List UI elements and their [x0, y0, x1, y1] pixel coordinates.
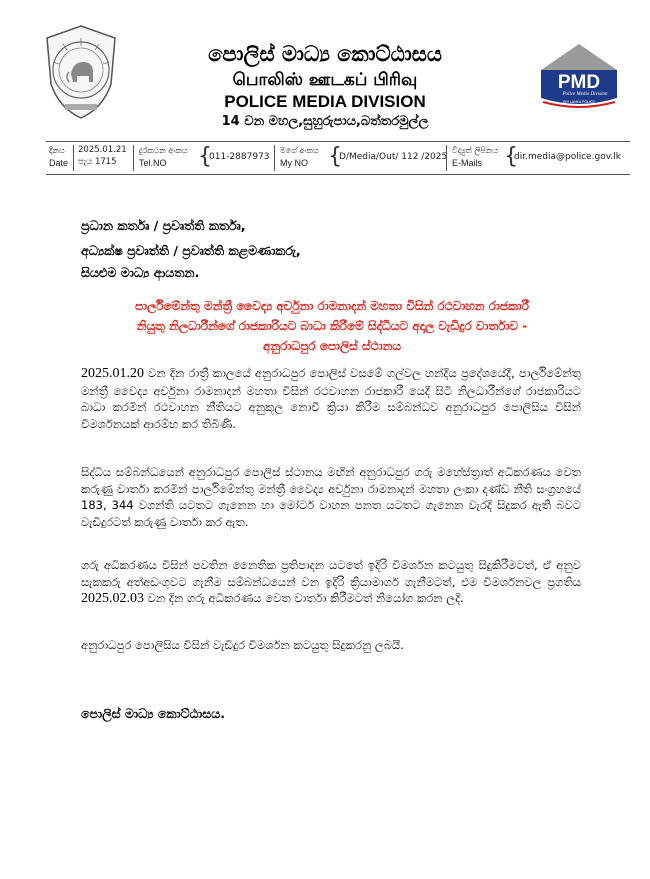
header-address: 14 වන මහල,සුහුරුපාය,බත්තරමුල්ල	[221, 114, 429, 129]
date-value: 2025.01.21 පැය 1715	[78, 145, 127, 167]
police-crest-logo	[41, 22, 121, 122]
addressee-line-3: සියළුම මාධ්‍ය ආයතන.	[81, 265, 200, 280]
header-title-sinhala: පොලිස් මාධ්‍ය කොට්ඨාසය	[208, 42, 442, 66]
addressee-line-1: ප්‍රධාන කර්තෘ / ප්‍රවෘත්ති කර්තෘ,	[81, 218, 246, 233]
pmd-logo-text: PMD	[557, 72, 601, 93]
my-no-value: D/Media/Out/ 112 /2025	[339, 152, 448, 162]
info-bar: දිනය Date 2025.01.21 පැය 1715 දුරකථන අංකය Tel.NO { 011-2887973 මගේ අංකය My NO { D/Media/Out/ 112 /2025 විද්‍යුත් ලිපිනය E-Mails { dir.media@police.gov.lk	[46, 141, 630, 175]
paragraph-1-text: වන දින රාත්‍රී කාලයේ අනුරාධපුර පොලිස් වසමේ ගල්වල හන්දිය ප්‍රදේශයේදී, පාර්ලිමේන්තු මන්ත්‍රී වෛද්‍ය අර්චුනා රාමනාදන් මහතා විසින් රථවාහන රාජකාරී යෙදී සිටි නිලධාරීන්ගේ රාජකාරියට බාධා කරමින් රථවාහන නීතියට අනුකූල නොවී ක්‍රියා කිරීම සම්බන්ධව අනුරාධපුර පොලිසිය විසින් විමර්ශනයක් ආරම්භ කර තිබිණි.	[81, 366, 581, 432]
header-title-english: POLICE MEDIA DIVISION	[224, 92, 426, 111]
paragraph-2: සිද්ධිය සම්බන්ධයෙන් අනුරාධපුර පොලිස් ස්ථානය මඟින් අනුරාධපුර ගරු මහේස්ත්‍රාත් අධිකරණය වෙත කරුණු වාර්තා කරමින් පාර්ලිමේන්තු මන්ත්‍රී වෛද්‍ය අර්චුනා රාමනාදන් මහතා ලංකා දණ්ඩ නීති සංග්‍රහයේ 183, 344 වගන්ති යටතට ගැනෙන හා මෝටර් වාහන පනත යටතට ගැනෙන වැරදි සිදුකර ඇති බවට වැඩිදුරටත් කරුණු වාර්තා කර ඇත.	[81, 465, 581, 530]
paragraph-3: ගරු අධිකරණය විසින් පවතින නෛතික ප්‍රතිපාදන යටතේ ඉදිරි විමර්ශන කටයුතු සිදුකිරීමටත්, ඒ අනුව සැකකරු අත්අඩංගුවට ගැනීම සම්බන්ධයෙන් වන ඉදිරි ක්‍රියාමාර්ග ගැනීමටත්, එම විමර්ශනවල ප්‍රගතිය 2025.02.03 වන දින ගරු අධිකරණය වෙත වාර්තා කිරීමටත් නියෝග කරන ලදි.	[81, 558, 581, 607]
court-date: 2025.02.03	[81, 591, 144, 607]
email-value: dir.media@police.gov.lk	[514, 152, 621, 162]
tel-value: 011-2887973	[209, 152, 270, 162]
pmd-logo-subtext: Police Media Division	[562, 92, 608, 97]
addressee-line-2: අධ්‍යක්ෂ ප්‍රවෘත්ති / ප්‍රවෘත්ති කළමණාකරු,	[81, 243, 301, 258]
signature: පොලිස් මාධ්‍ය කොට්ඨාසය.	[81, 706, 225, 721]
pmd-logo	[537, 40, 621, 108]
pmd-logo-bottom: SRI LANKA POLICE	[563, 100, 595, 104]
email-label: විද්‍යුත් ලිපිනය E-Mails	[452, 146, 499, 168]
subject-heading	[82, 296, 582, 356]
header-title-tamil: பொலிஸ் ஊடகப் பிரிவு	[232, 70, 418, 90]
incident-date: 2025.01.20	[81, 366, 144, 381]
date-label: දිනය Date	[49, 146, 69, 168]
subject-line-3: අනුරාධපුර පොලිස් ස්ථානය	[262, 339, 402, 353]
tel-label: දුරකථන අංකය Tel.NO	[139, 146, 188, 168]
subject-line-1: පාර්ලිමේන්තු මන්ත්‍රී වෛද්‍ය අර්චුනා රාමනාදන් මහතා විසින් රථවාහන රාජකාරී	[135, 299, 529, 313]
paragraph-1	[81, 365, 581, 433]
subject-line-2: නියුතු නිලධාරීන්ගේ රාජකාරියට බාධා කිරීමේ සිද්ධියට අදාල වැඩිදුර වාර්තාව -	[136, 319, 528, 333]
paragraph-4: අනුරාධපුර පොලිසිය විසින් වැඩිදුර විමර්ශන කටයුතු සිදුකරනු ලබයි.	[81, 638, 404, 652]
my-no-label: මගේ අංකය My NO	[280, 146, 319, 168]
